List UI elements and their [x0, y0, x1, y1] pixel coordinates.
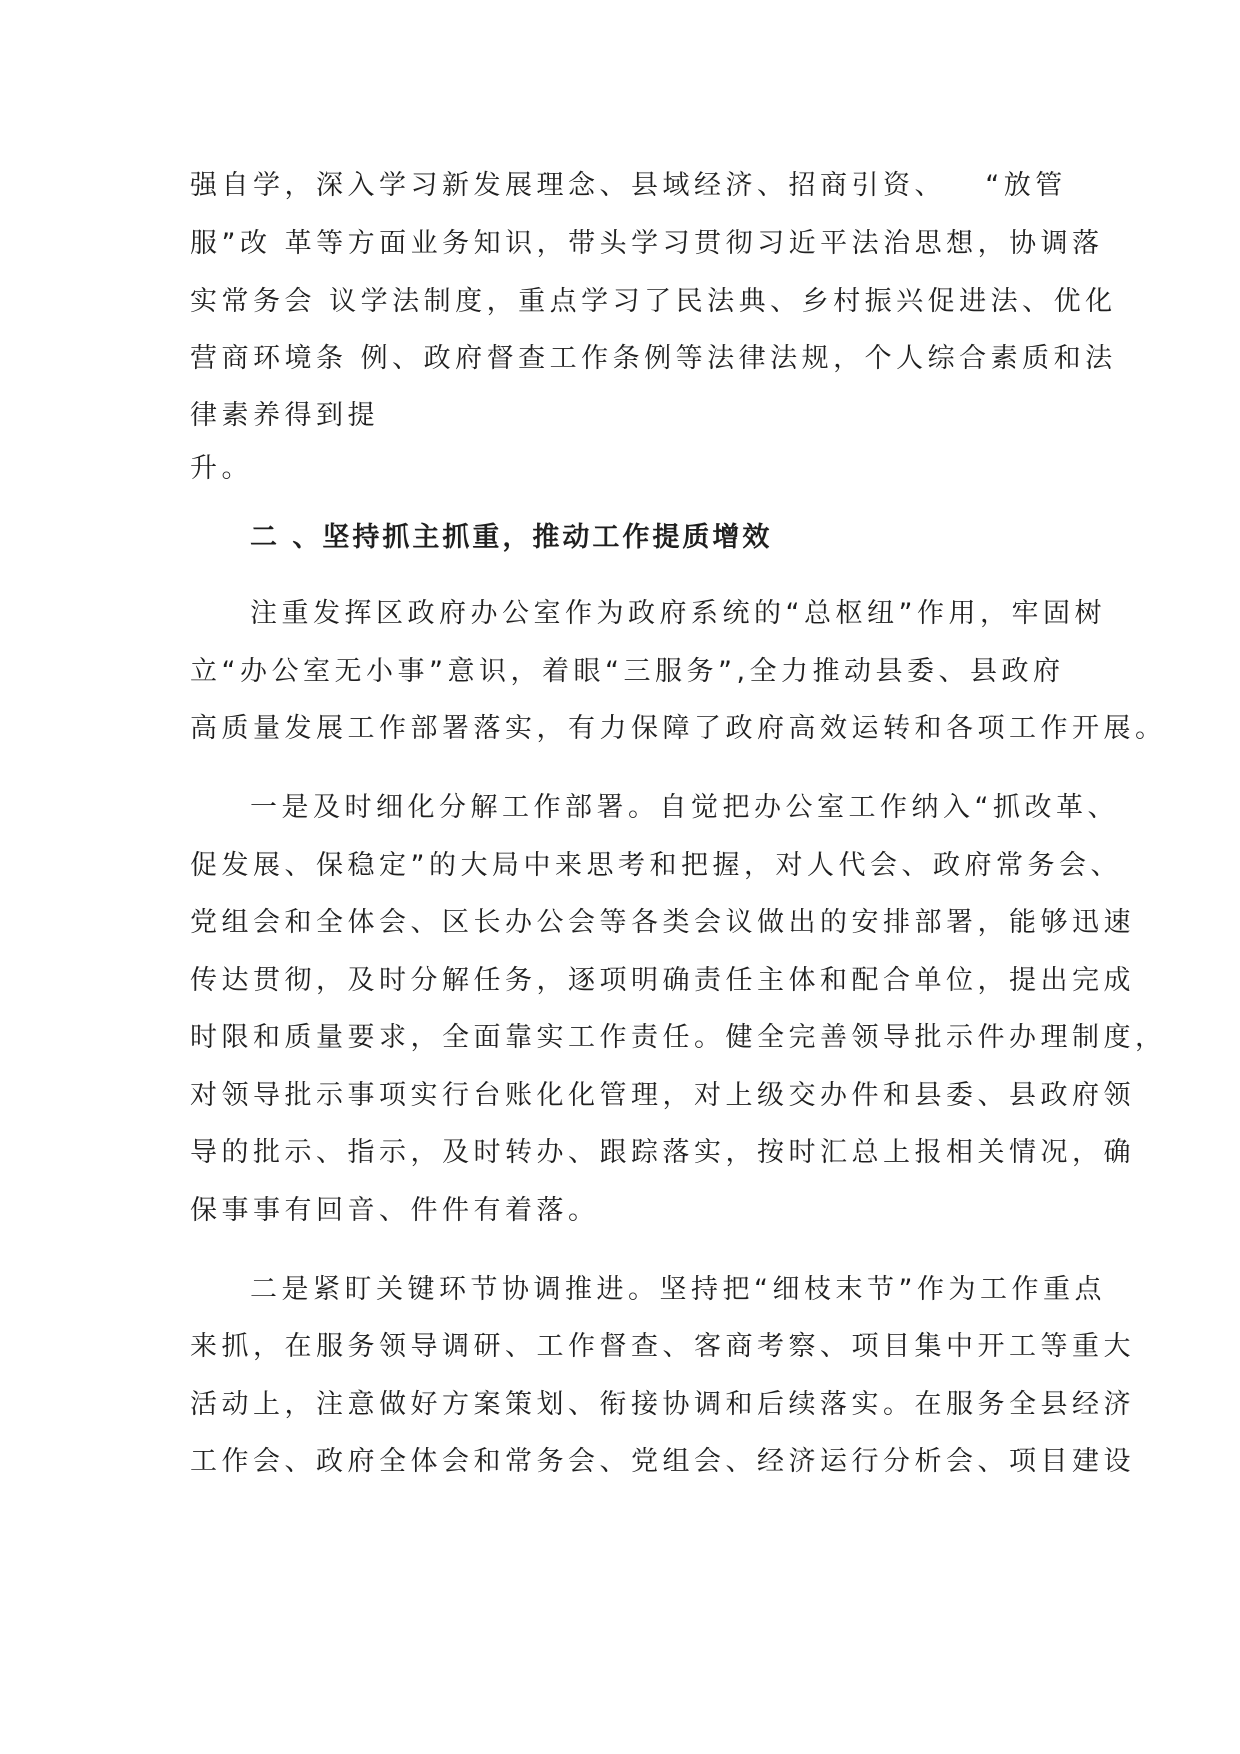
paragraph-line: 导的批示、指示，及时转办、跟踪落实，按时汇总上报相关情况，确 [190, 1137, 1135, 1168]
paragraph-line: 促发展、保稳定”的大局中来思考和把握，对人代会、政府常务会、 [190, 850, 1122, 881]
paragraph-line: 党组会和全体会、区长办公会等各类会议做出的安排部署，能够迅速 [190, 907, 1135, 938]
paragraph-line: 服”改 革等方面业务知识，带头学习贯彻习近平法治思想，协调落 [190, 228, 1104, 259]
paragraph-line: 高质量发展工作部署落实，有力保障了政府高效运转和各项工作开展。 [190, 713, 1167, 744]
paragraph-line: 立“办公室无小事”意识，着眼“三服务”,全力推动县委、县政府 [190, 656, 1065, 687]
paragraph-line: 工作会、政府全体会和常务会、党组会、经济运行分析会、项目建设 [190, 1446, 1135, 1477]
paragraph-line: 实常务会 议学法制度，重点学习了民法典、乡村振兴促进法、优化 [190, 286, 1117, 317]
paragraph-line: 律素养得到提 [190, 400, 379, 431]
paragraph-line: 一是及时细化分解工作部署。自觉把办公室工作纳入“抓改革、 [250, 792, 1119, 823]
paragraph-line: 注重发挥区政府办公室作为政府系统的“总枢纽”作用，牢固树 [250, 598, 1106, 629]
paragraph-line: 强自学，深入学习新发展理念、县域经济、招商引资、 “放管 [190, 170, 1067, 201]
paragraph-line: 传达贯彻，及时分解任务，逐项明确责任主体和配合单位，提出完成 [190, 965, 1135, 996]
paragraph-line: 对领导批示事项实行台账化化管理，对上级交办件和县委、县政府领 [190, 1080, 1135, 1111]
paragraph-line: 来抓，在服务领导调研、工作督查、客商考察、项目集中开工等重大 [190, 1331, 1135, 1362]
paragraph-line: 升。 [190, 453, 253, 484]
section-heading: 二 、坚持抓主抓重，推动工作提质增效 [250, 522, 773, 553]
paragraph-line: 活动上，注意做好方案策划、衔接协调和后续落实。在服务全县经济 [190, 1389, 1135, 1420]
paragraph-line: 二是紧盯关键环节协调推进。坚持把“细枝末节”作为工作重点 [250, 1274, 1106, 1305]
paragraph-line: 时限和质量要求，全面靠实工作责任。健全完善领导批示件办理制度， [190, 1022, 1167, 1053]
paragraph-line: 营商环境条 例、政府督查工作条例等法律法规，个人综合素质和法 [190, 343, 1117, 374]
paragraph-line: 保事事有回音、件件有着落。 [190, 1195, 600, 1226]
